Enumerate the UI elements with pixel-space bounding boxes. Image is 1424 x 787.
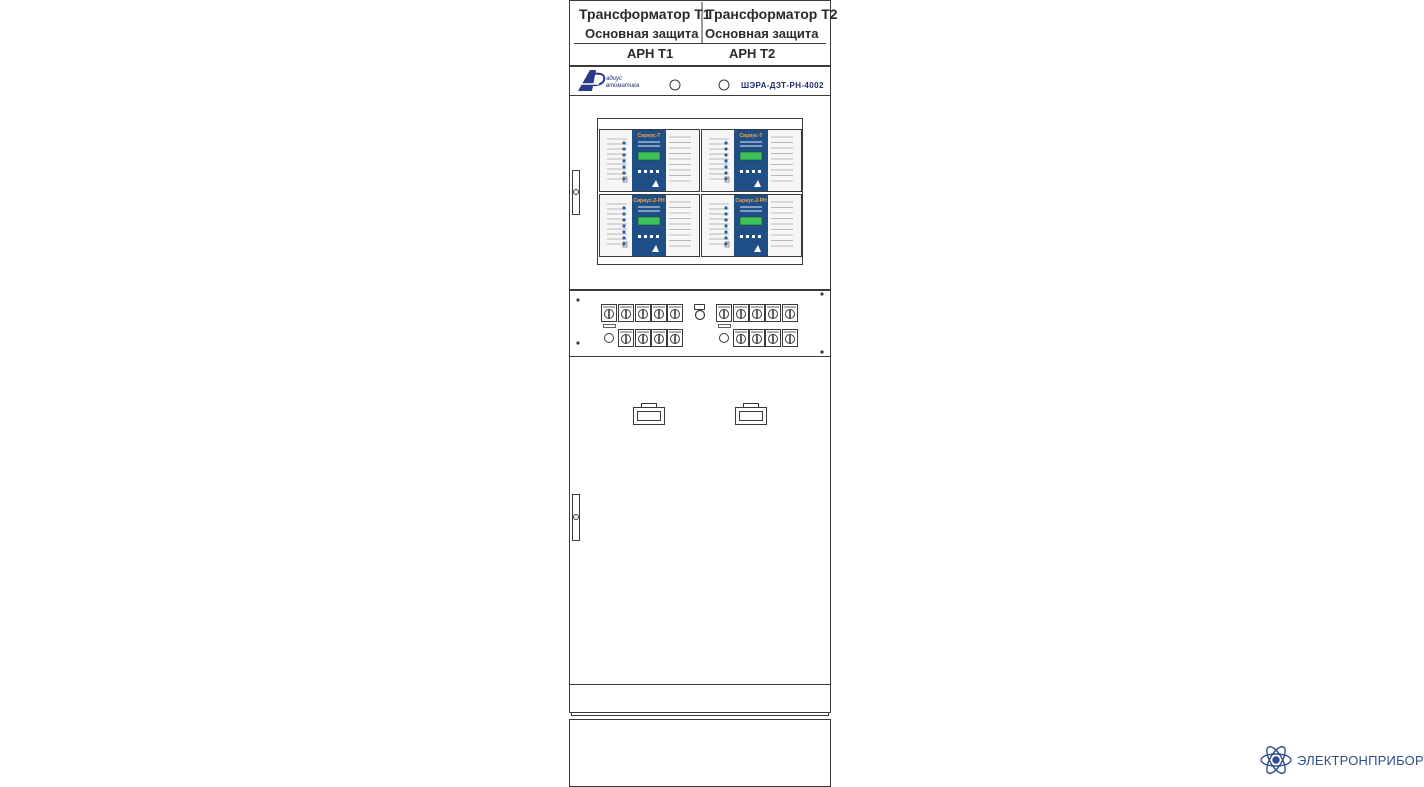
- label-holder-left: [634, 404, 665, 425]
- rotary-switch[interactable]: [636, 330, 651, 347]
- lower-door: [570, 357, 831, 685]
- t2-title: Трансформатор Т2: [706, 6, 838, 22]
- t2-label: АРН Т2: [729, 46, 776, 61]
- company-logo-icon: [578, 70, 604, 91]
- relay-title: Сириус-2-РН: [633, 198, 665, 204]
- model-designation: ШЭРА-ДЗТ-РН-4002: [741, 81, 824, 90]
- relay-title: Сириус-Т: [739, 133, 763, 139]
- logo-text-line1: адиус: [606, 76, 622, 82]
- plinth: [570, 720, 831, 787]
- push-button[interactable]: [720, 334, 729, 343]
- label-holder-right: [736, 404, 767, 425]
- relay-title: Сириус-Т: [637, 133, 661, 139]
- relay-modules: [600, 130, 802, 257]
- relay-display: [740, 217, 762, 225]
- key-switch[interactable]: [696, 311, 705, 320]
- lower-door-lock: [574, 515, 579, 520]
- t1-subtitle: Основная защита: [585, 26, 699, 41]
- key-switch-cap: [695, 305, 705, 310]
- bottom-rail: [570, 685, 831, 713]
- t1-label: АРН Т1: [627, 46, 674, 61]
- relay-display: [638, 217, 660, 225]
- rotary-switch[interactable]: [619, 330, 634, 347]
- upper-door: [570, 96, 831, 290]
- logo-text-line2: втоматика: [606, 83, 640, 89]
- rotary-switch[interactable]: [652, 305, 667, 322]
- bottom-lip: [572, 713, 829, 716]
- relay-display: [638, 152, 660, 160]
- t2-subtitle: Основная защита: [705, 26, 819, 41]
- relay-display: [740, 152, 762, 160]
- rotary-switch[interactable]: [619, 305, 634, 322]
- rotary-switch[interactable]: [636, 305, 651, 322]
- t1-title: Трансформатор Т1: [579, 6, 711, 22]
- rotary-switch[interactable]: [668, 330, 683, 347]
- switch-array: [602, 305, 798, 347]
- rotary-switch[interactable]: [766, 330, 781, 347]
- brand-name: ЭЛЕКТРОНПРИБОР: [1297, 753, 1424, 768]
- label-tab: [719, 325, 731, 328]
- rotary-switch[interactable]: [717, 305, 732, 322]
- upper-door-lock: [574, 190, 579, 195]
- rotary-switch[interactable]: [750, 305, 765, 322]
- rotary-switch[interactable]: [783, 305, 798, 322]
- rotary-switch[interactable]: [652, 330, 667, 347]
- relay-module: [600, 130, 700, 192]
- indicator-lamp-left: [670, 80, 680, 90]
- relay-module: [600, 195, 700, 257]
- label-tab: [604, 325, 616, 328]
- rotary-switch[interactable]: [766, 305, 781, 322]
- indicator-lamp-right: [719, 80, 729, 90]
- rotary-switch[interactable]: [783, 330, 798, 347]
- relay-module: [702, 130, 802, 192]
- relay-title: Сириус-2-РН: [735, 198, 767, 204]
- rotary-switch[interactable]: [750, 330, 765, 347]
- rotary-switch[interactable]: [734, 305, 749, 322]
- push-button[interactable]: [605, 334, 614, 343]
- rotary-switch[interactable]: [668, 305, 683, 322]
- rotary-switch[interactable]: [602, 305, 617, 322]
- relay-module: [702, 195, 802, 257]
- atom-logo-icon: [1261, 744, 1291, 776]
- rotary-switch[interactable]: [734, 330, 749, 347]
